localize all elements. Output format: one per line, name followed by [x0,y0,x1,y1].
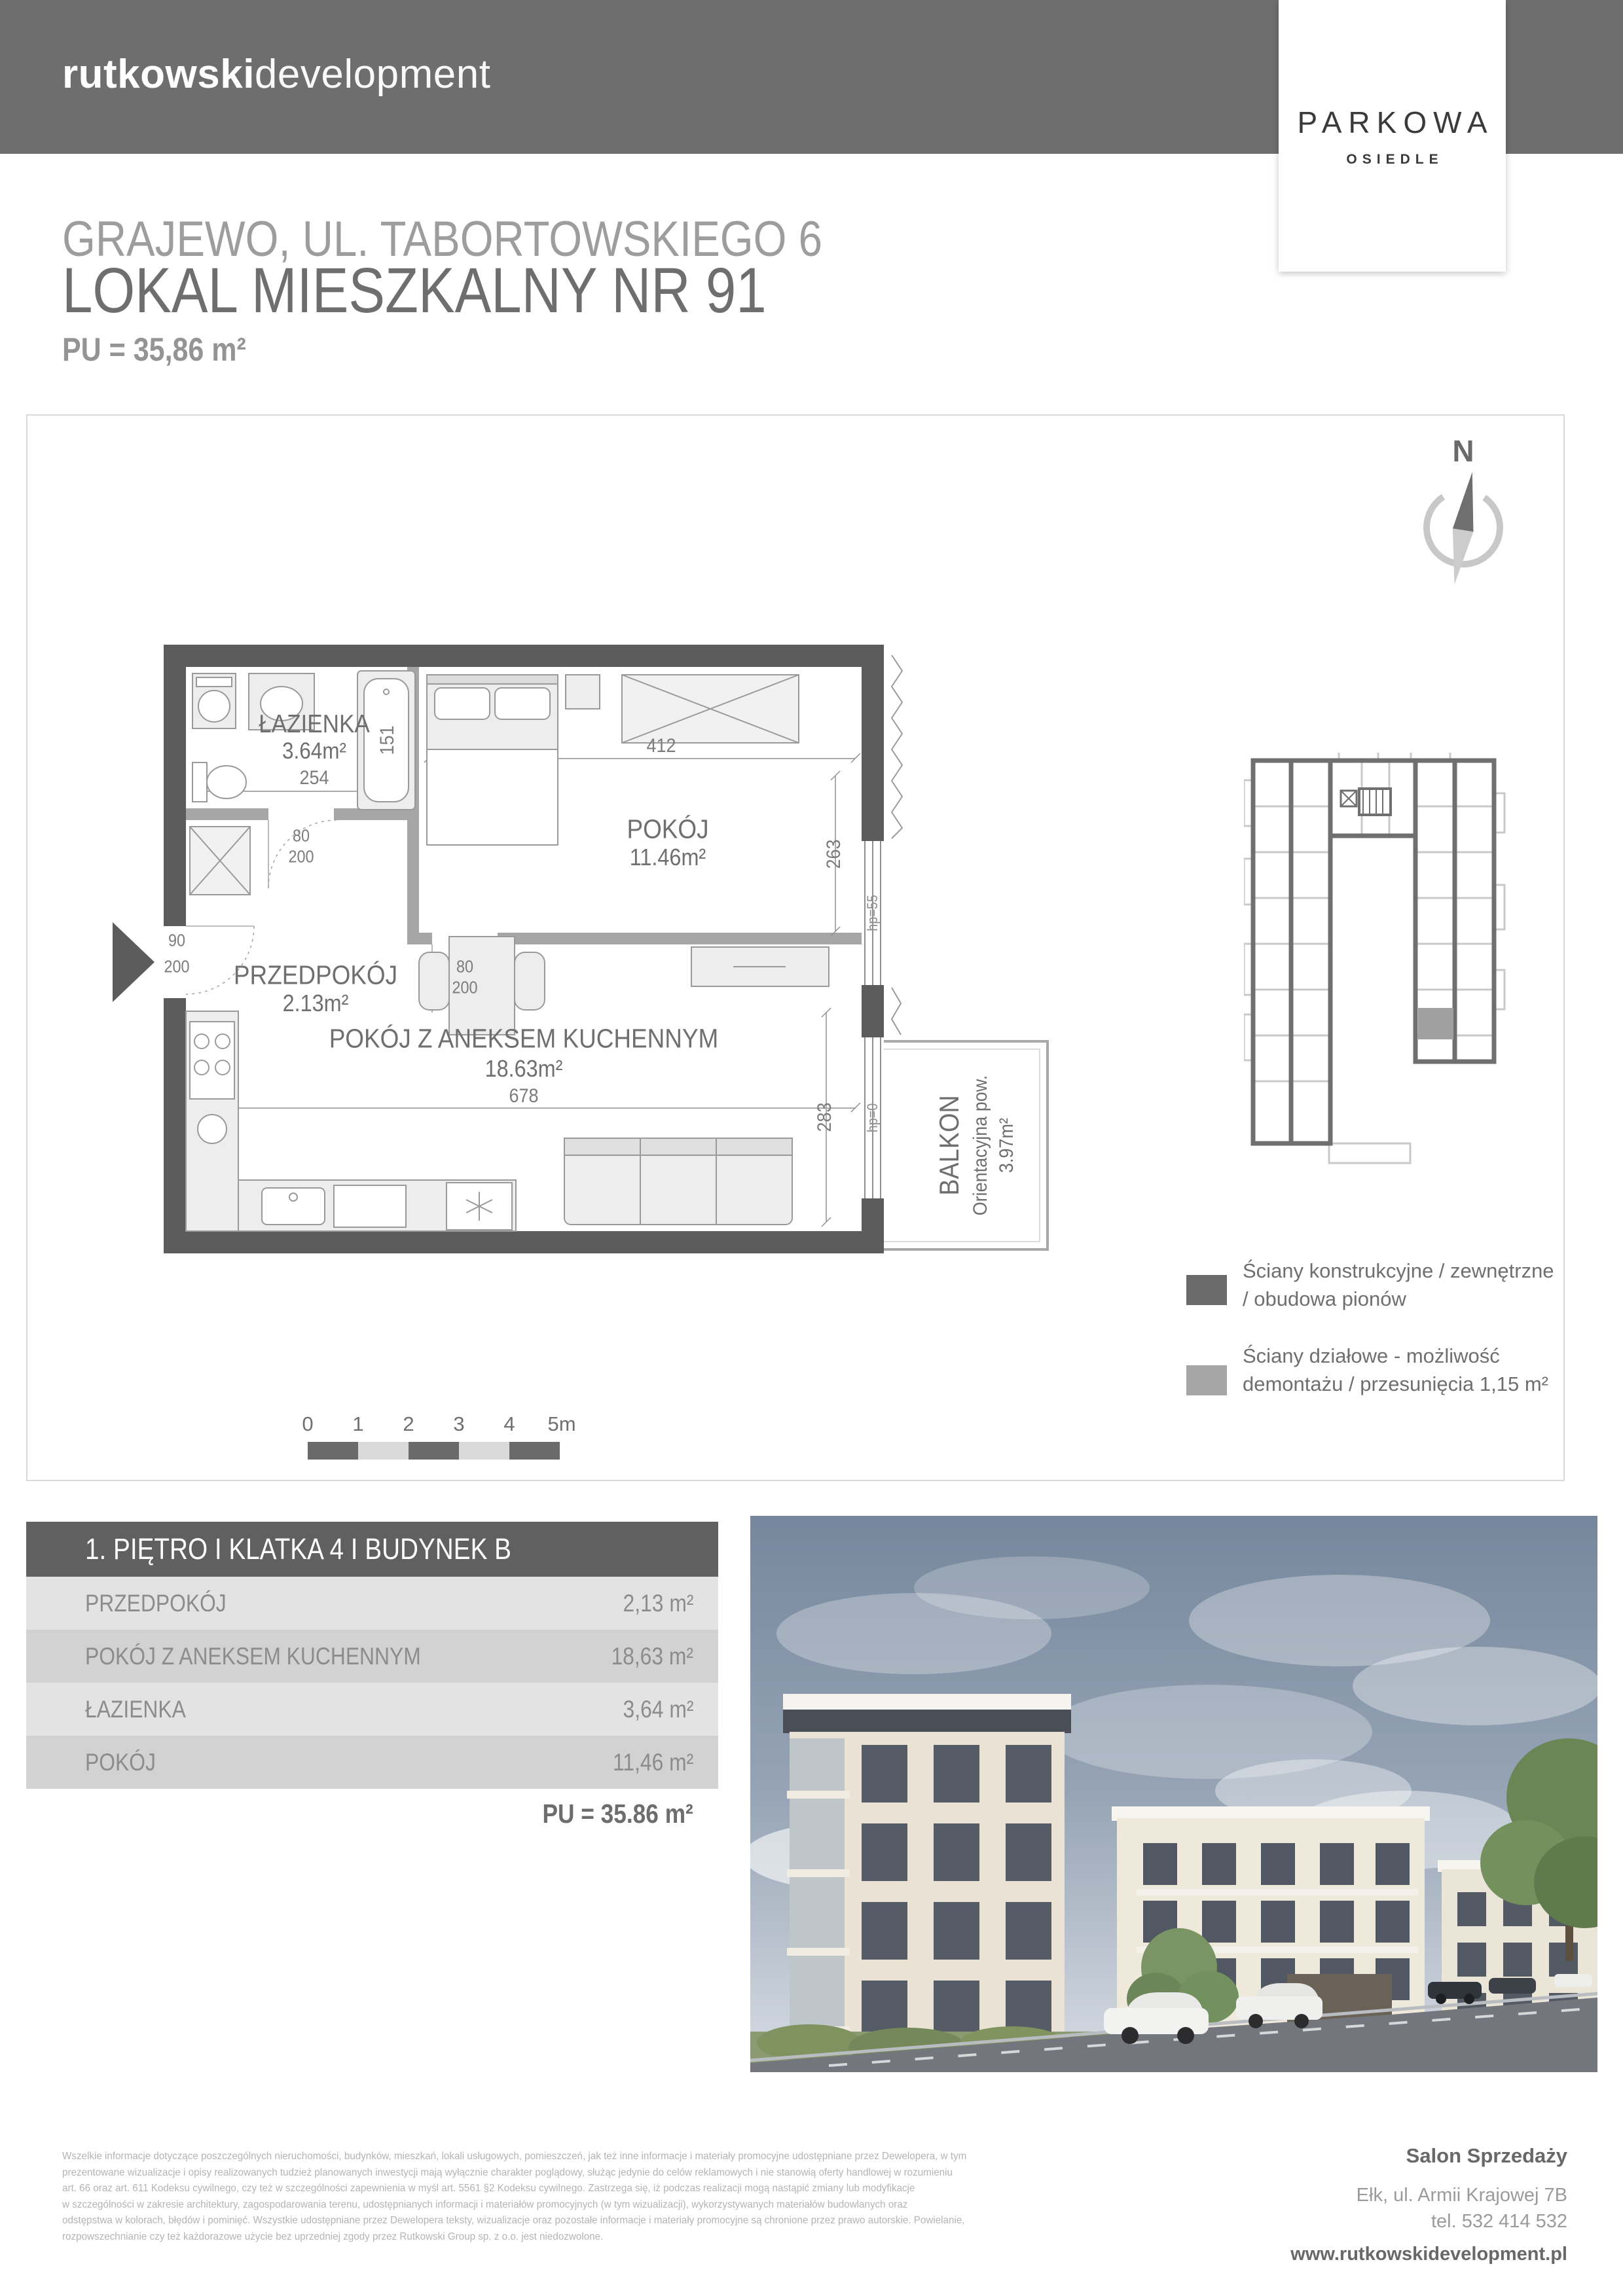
logo-bold: rutkowski [62,52,255,97]
dim-bedroom-depth: 263 [823,839,845,869]
legend-text-partition: Ściany działowe - możliwość demontażu / przesunięcia 1,15 m² [1243,1344,1548,1395]
room-area-bathroom: 3.64m² [282,738,347,764]
room-area-bedroom: 11.46m² [629,844,706,870]
scale-tick-1: 1 [352,1412,364,1435]
table-row-label: PRZEDPOKÓJ [85,1589,227,1617]
scale-tick-5: 5m [547,1412,576,1435]
estate-name: PARKOWA [1297,105,1494,139]
scale-tick-0: 0 [302,1412,314,1435]
compass [1408,433,1519,587]
floor-plan [105,645,1061,1253]
balcony-outline [884,1041,1048,1249]
company-logo [62,51,490,98]
room-area-living: 18.63m² [484,1055,563,1082]
site-minimap [1244,753,1506,1168]
unit-title: LOKAL MIESZKALNY NR 91 [62,255,767,326]
table-row [26,1683,718,1736]
scale-seg-4 [459,1442,509,1460]
table-row [26,1630,718,1683]
building-render-drawing [750,1516,1597,2072]
dim-bedroom-width: 412 [646,735,676,757]
disclaimer-line: w szczególności w zakresie architektury, zagospodarowania terenu, udostępnianych informacji i materiałów promocyjnych (w tym wizualizacji), wykorzystywanych materiałów budowlanych oraz [62,2198,908,2210]
scale-bar [308,1442,560,1460]
room-label-living: POKÓJ Z ANEKSEM KUCHENNYM [329,1023,719,1054]
table-row-value: 2,13 m² [623,1589,693,1617]
compass-rose-icon [1408,463,1519,588]
usable-area-title: PU = 35,86 m² [62,331,246,368]
disclaimer-line: odstępstwa w kolorach, błędów i pominięć. Wszystkie udostępniane przez Dewelopera teksty, wizualizacje oraz pozostałe informacje i materiały promocyjne są chronione przez prawo autorskie. Powielanie, [62,2215,965,2226]
scale-seg-2 [358,1442,409,1460]
plan-legend [1186,1257,1565,1427]
disclaimer-line: Wszelkie informacje dotyczące poszczególnych nieruchomości, budynków, mieszkań, lokali usługowych, pomieszczeń, jak też inne informacje i materiały promocyjne udostępniane przez Dewelopera, w tym [62,2151,967,2162]
door-bath-height: 200 [288,846,314,867]
table-header: 1. PIĘTRO I KLATKA 4 I BUDYNEK B [26,1522,718,1577]
room-label-hall: PRZEDPOKÓJ [233,960,398,990]
door-entry-width: 90 [168,930,186,950]
window-height-balcony-door: hp=0 [864,1103,881,1133]
scale-tick-2: 2 [403,1412,414,1435]
balcony-subtitle: Orientacyjna pow. [970,1075,991,1216]
insulation-hatch [892,655,902,1035]
table-row [26,1577,718,1630]
door-bedroom-width: 80 [456,956,474,977]
address-line: GRAJEWO, UL. TABORTOWSKIEGO 6 [62,211,822,267]
table-row-label: POKÓJ Z ANEKSEM KUCHENNYM [85,1642,421,1670]
building-render-photo [750,1516,1597,2072]
scale-seg-1 [308,1442,358,1460]
balcony-area: 3.97m² [996,1117,1017,1174]
window-height-bedroom: hp=55 [864,895,881,931]
dim-living-depth: 283 [814,1102,835,1132]
door-bath-width: 80 [292,825,310,846]
balcony-label: BALKON [934,1095,964,1196]
door-bedroom-height: 200 [452,977,478,997]
site-minimap-drawing [1244,753,1506,1168]
estate-brand-card [1279,0,1506,272]
logo-light: development [254,52,491,97]
scale-seg-3 [409,1442,459,1460]
door-entry-height: 200 [164,956,190,977]
sales-office-website: www.rutkowskidevelopment.pl [1290,2244,1567,2265]
sales-office-title: Salon Sprzedaży [1406,2144,1567,2167]
dim-bathroom-width: 254 [299,767,329,789]
estate-subtitle: OSIEDLE [1346,152,1444,167]
compass-north-label: N [1452,434,1474,468]
floor-plan-drawing [105,645,1061,1253]
sales-office-phone: tel. 532 414 532 [1431,2211,1567,2232]
table-row-value: 18,63 m² [611,1642,693,1670]
sales-office-contact [0,2144,1567,2265]
scale-tick-3: 3 [453,1412,465,1435]
dim-living-width: 678 [509,1085,539,1107]
room-label-bathroom: ŁAZIENKA [259,710,370,738]
scale-tick-4: 4 [503,1412,515,1435]
legend-text-structural: Ściany konstrukcyjne / zewnętrzne / obudowa pionów [1243,1259,1554,1310]
minimap-unit-highlight [1418,1008,1453,1039]
table-row-value: 3,64 m² [623,1695,693,1723]
legend-swatch-structural [1186,1275,1227,1305]
legend-item-structural [1186,1257,1565,1316]
table-row-value: 11,46 m² [612,1748,693,1776]
disclaimer-line: prezentowane wizualizacje i opisy realizowanych tudzież planowanych inwestycji mają wyłącznie charakter poglądowy, służąc jedynie do celów reklamowych i nie stanowią oferty handlowej w rozumieniu [62,2166,953,2178]
table-row [26,1736,718,1789]
legend-swatch-partition [1186,1365,1227,1395]
disclaimer-line: art. 66 oraz art. 611 Kodeksu cywilnego, czy też w szczególności zapewnienia w myśl art. 5561 §2 Kodeksu cywilnego. Zastrzega się, iż podczas realizacji mogą nastąpić zmiany lub modyfikacje [62,2183,915,2194]
table-row-label: POKÓJ [85,1748,156,1776]
dim-bathtub-length: 151 [376,725,398,755]
room-label-bedroom: POKÓJ [627,814,709,844]
legend-item-partition [1186,1342,1565,1401]
sales-office-address: Ełk, ul. Armii Krajowej 7B [1356,2185,1567,2206]
entrance-arrow-icon [113,922,155,1002]
table-total: PU = 35.86 m² [542,1799,693,1829]
scale-seg-5 [509,1442,560,1460]
disclaimer-line: rozpowszechnianie czy też każdorazowe użycie bez uprzedniej zgody przez Rutkowski Group sp. z o.o. jest niedozwolone. [62,2231,604,2242]
building-left [783,1694,1071,2072]
table-row-label: ŁAZIENKA [85,1695,186,1723]
room-area-hall: 2.13m² [282,990,349,1016]
